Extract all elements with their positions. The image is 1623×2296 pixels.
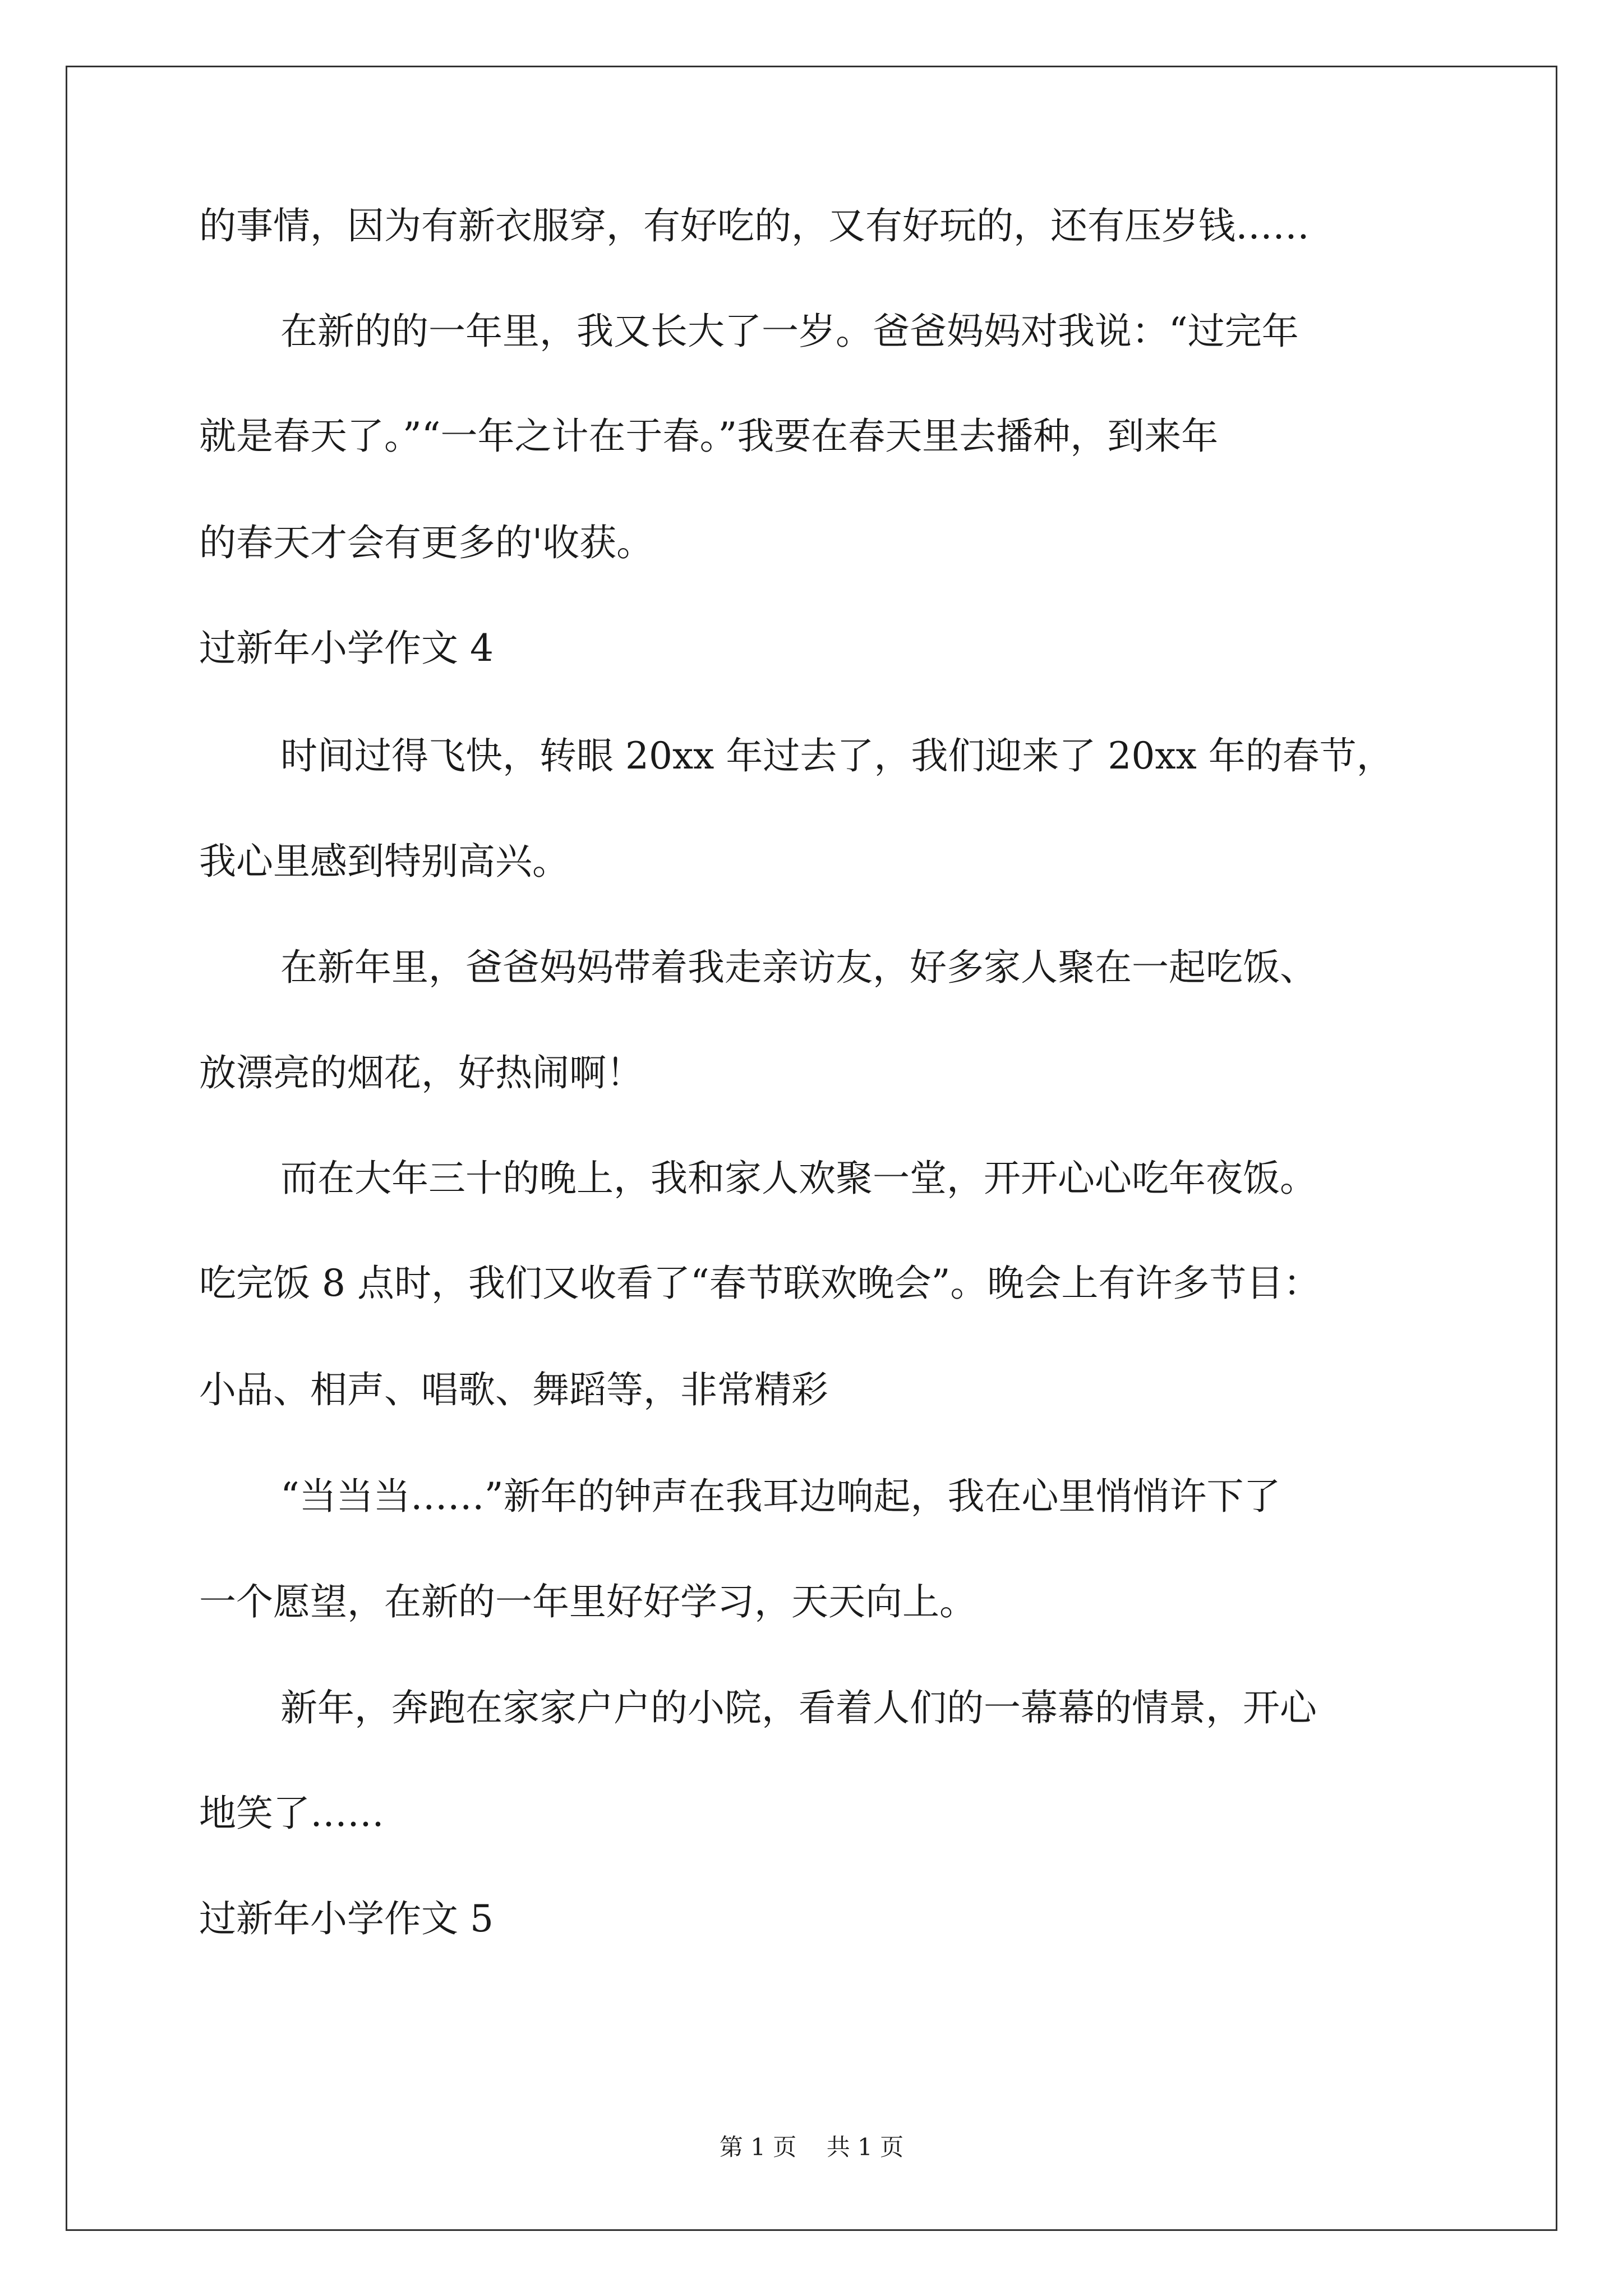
paragraph-line: 吃完饭 8 点时，我们又收看了“春节联欢晚会”。晚会上有许多节目： xyxy=(199,1262,1321,1305)
paragraph-line: 新年，奔跑在家家户户的小院，看着人们的一幕幕的情景，开心 xyxy=(280,1686,1317,1729)
paragraph-line: 的事情，因为有新衣服穿，有好吃的，又有好玩的，还有压岁钱…… xyxy=(199,204,1310,247)
paragraph-line: 时间过得飞快，转眼 20xx 年过去了，我们迎来了 20xx 年的春节， xyxy=(280,734,1394,777)
paragraph-line: 放漂亮的烟花，好热闹啊！ xyxy=(199,1051,643,1094)
paragraph-line: 地笑了…… xyxy=(199,1792,384,1835)
paragraph-line: 一个愿望，在新的一年里好好学习，天天向上。 xyxy=(199,1580,976,1623)
paragraph-line: 的春天才会有更多的'收获。 xyxy=(199,521,654,564)
section-heading: 过新年小学作文 4 xyxy=(199,627,494,670)
page-total: 共 1 页 xyxy=(826,2133,904,2161)
section-heading: 过新年小学作文 5 xyxy=(199,1897,494,1940)
paragraph-line: 而在大年三十的晚上，我和家人欢聚一堂，开开心心吃年夜饭。 xyxy=(280,1157,1317,1200)
page-footer xyxy=(0,2134,1623,2161)
paragraph-line: 小品、相声、唱歌、舞蹈等，非常精彩 xyxy=(199,1368,828,1411)
paragraph-line: “当当当……”新年的钟声在我耳边响起，我在心里悄悄许下了 xyxy=(280,1475,1281,1518)
page-number: 第 1 页 xyxy=(719,2133,797,2161)
paragraph-line: 就是春天了。”“一年之计在于春。”我要在春天里去播种，到来年 xyxy=(199,415,1219,458)
paragraph-line: 在新的的一年里，我又长大了一岁。爸爸妈妈对我说：“过完年 xyxy=(280,310,1299,353)
paragraph-line: 我心里感到特别高兴。 xyxy=(199,840,569,883)
paragraph-line: 在新年里，爸爸妈妈带着我走亲访友，好多家人聚在一起吃饭、 xyxy=(280,946,1317,989)
